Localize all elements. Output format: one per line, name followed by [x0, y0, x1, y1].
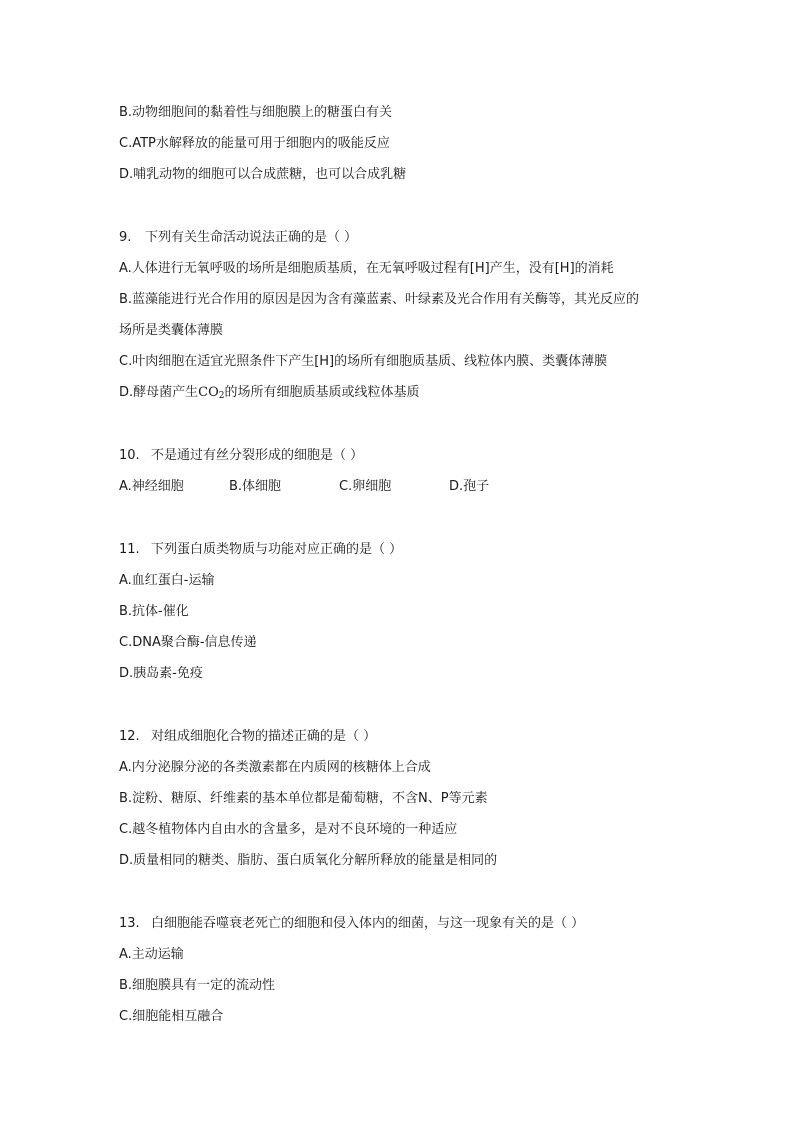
q11-number: 11.: [119, 542, 140, 557]
q11-option-a: A.血红蛋白-运输: [119, 573, 215, 588]
q13-option-b: B.细胞膜具有一定的流动性: [119, 978, 276, 993]
q10-option-b: B.体细胞: [229, 479, 282, 494]
q8-option-c: C.ATP水解释放的能量可用于细胞内的吸能反应: [119, 136, 390, 151]
q9-stem: 下列有关生命活动说法正确的是（ ）: [145, 230, 358, 245]
q12-option-d: D.质量相同的糖类、脂肪、蛋白质氧化分解所释放的能量是相同的: [119, 853, 498, 868]
q9-option-b: B.蓝藻能进行光合作用的原因是因为含有藻蓝素、叶绿素及光合作用有关酶等，其光反应的: [119, 292, 640, 307]
q9-option-d-suffix: 的场所有细胞质基质或线粒体基质: [224, 385, 420, 400]
co2-subscript: 2: [218, 391, 225, 401]
q13-option-a: A.主动运输: [119, 947, 184, 962]
q8-option-d: D.哺乳动物的细胞可以合成蔗糖，也可以合成乳糖: [119, 167, 407, 182]
q10-options-row: [119, 478, 489, 496]
q9-number: 9.: [119, 230, 132, 245]
q13-stem: 白细胞能吞噬衰老死亡的细胞和侵入体内的细菌，与这一现象有关的是（ ）: [151, 916, 585, 931]
q13-stem-line: [119, 915, 584, 933]
q11-stem-line: [119, 541, 402, 559]
q12-number: 12.: [119, 729, 140, 744]
q11-option-c: C.DNA聚合酶-信息传递: [119, 635, 257, 650]
q12-option-c: C.越冬植物体内自由水的含量多，是对不良环境的一种适应: [119, 822, 458, 837]
q9-option-c: C.叶肉细胞在适宜光照条件下产生[H]的场所有细胞质基质、线粒体内膜、类囊体薄膜: [119, 354, 608, 369]
q9-stem-line: [119, 229, 357, 247]
q9-option-d-prefix: D.酵母菌产生: [119, 385, 199, 400]
q10-option-d: D.孢子: [449, 479, 490, 494]
q12-option-b: B.淀粉、糖原、纤维素的基本单位都是葡萄糖，不含N、P等元素: [119, 791, 488, 806]
q11-option-b: B.抗体-催化: [119, 604, 189, 619]
q12-stem-line: [119, 728, 376, 746]
q10-number: 10.: [119, 448, 140, 463]
q9-option-b-cont: 场所是类囊体薄膜: [119, 323, 224, 338]
q10-option-c: C.卵细胞: [339, 479, 392, 494]
q10-stem-line: [119, 447, 363, 465]
q12-stem: 对组成细胞化合物的描述正确的是（ ）: [151, 729, 377, 744]
q12-option-a: A.内分泌腺分泌的各类激素都在内质网的核糖体上合成: [119, 760, 431, 775]
q10-stem: 不是通过有丝分裂形成的细胞是（ ）: [151, 448, 364, 463]
q10-option-a: A.神经细胞: [119, 479, 184, 494]
q13-number: 13.: [119, 916, 140, 931]
q11-stem: 下列蛋白质类物质与功能对应正确的是（ ）: [151, 542, 403, 557]
q8-option-b: B.动物细胞间的黏着性与细胞膜上的糖蛋白有关: [119, 105, 393, 120]
q13-option-c: C.细胞能相互融合: [119, 1009, 224, 1024]
co2-formula: CO: [198, 385, 219, 400]
q9-option-a: A.人体进行无氧呼吸的场所是细胞质基质，在无氧呼吸过程有[H]产生，没有[H]的消耗: [119, 261, 614, 276]
q11-option-d: D.胰岛素-免疫: [119, 666, 203, 681]
q9-option-d: [119, 384, 420, 405]
